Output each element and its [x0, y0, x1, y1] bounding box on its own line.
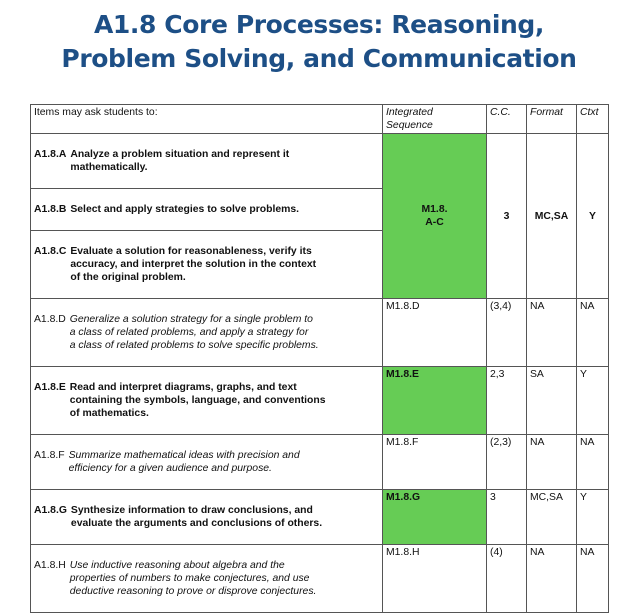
sequence-cell: M1.8.H — [383, 545, 487, 613]
format-cell: SA — [527, 367, 577, 435]
table-row — [31, 545, 609, 613]
cc-cell: (4) — [487, 545, 527, 613]
table-row — [31, 299, 609, 367]
cc-cell: (2,3) — [487, 435, 527, 490]
item-cell — [31, 435, 383, 490]
item-code: A1.8.D — [34, 314, 66, 325]
table-row — [31, 435, 609, 490]
cc-cell: 3 — [487, 134, 527, 299]
item-code: A1.8.F — [34, 450, 65, 461]
item-code: A1.8.E — [34, 382, 66, 393]
item-cell — [31, 367, 383, 435]
item-code: A1.8.G — [34, 505, 67, 516]
header-sequence: Integrated Sequence — [383, 105, 487, 134]
format-cell: NA — [527, 435, 577, 490]
item-text: Summarize mathematical ideas with precision and efficiency for a given audience and purpose. — [68, 450, 300, 474]
table-row — [31, 134, 609, 189]
sequence-cell: M1.8.G — [383, 490, 487, 545]
item-text: Select and apply strategies to solve problems. — [70, 204, 300, 215]
item-code: A1.8.H — [34, 560, 66, 571]
page-title — [0, 8, 638, 76]
format-cell: MC,SA — [527, 134, 577, 299]
item-cell — [31, 299, 383, 367]
header-format: Format — [527, 105, 577, 134]
sequence-cell: M1.8. A-C — [383, 134, 487, 299]
item-code: A1.8.C — [34, 246, 67, 257]
header-cc: C.C. — [487, 105, 527, 134]
table-row — [31, 490, 609, 545]
table-header-row — [31, 105, 609, 134]
sequence-cell: M1.8.E — [383, 367, 487, 435]
cc-cell: 2,3 — [487, 367, 527, 435]
item-text: Read and interpret diagrams, graphs, and text containing the symbols, language, and conventions of mathematics. — [69, 382, 326, 419]
item-code: A1.8.B — [34, 204, 67, 215]
sequence-cell: M1.8.D — [383, 299, 487, 367]
ctxt-cell: NA — [577, 299, 609, 367]
ctxt-cell: Y — [577, 134, 609, 299]
item-cell — [31, 490, 383, 545]
ctxt-cell: NA — [577, 435, 609, 490]
header-items: Items may ask students to: — [31, 105, 383, 134]
item-text: Evaluate a solution for reasonableness, verify its accuracy, and interpret the solution in the context of the original problem. — [70, 246, 317, 283]
item-text: Generalize a solution strategy for a single problem to a class of related problems, and apply a strategy for a class of related problems to solve specific problems. — [69, 314, 319, 351]
sequence-cell: M1.8.F — [383, 435, 487, 490]
header-ctxt: Ctxt — [577, 105, 609, 134]
item-text: Analyze a problem situation and represent it mathematically. — [70, 149, 290, 173]
ctxt-cell: Y — [577, 490, 609, 545]
item-cell — [31, 231, 383, 299]
item-cell — [31, 545, 383, 613]
item-text: Use inductive reasoning about algebra and the properties of numbers to make conjectures, and use deductive reasoning to prove or disprove conjectures. — [69, 560, 317, 597]
title-line-1: A1.8 Core Processes: Reasoning, — [93, 10, 545, 39]
format-cell: MC,SA — [527, 490, 577, 545]
format-cell: NA — [527, 545, 577, 613]
format-cell: NA — [527, 299, 577, 367]
title-line-2: Problem Solving, and Communication — [61, 44, 577, 73]
item-cell — [31, 134, 383, 189]
item-text: Synthesize information to draw conclusions, and evaluate the arguments and conclusions of others. — [70, 505, 323, 529]
table-row — [31, 367, 609, 435]
ctxt-cell: Y — [577, 367, 609, 435]
item-cell — [31, 189, 383, 231]
item-code: A1.8.A — [34, 149, 67, 160]
cc-cell: 3 — [487, 490, 527, 545]
ctxt-cell: NA — [577, 545, 609, 613]
cc-cell: (3,4) — [487, 299, 527, 367]
core-processes-table — [30, 104, 609, 613]
